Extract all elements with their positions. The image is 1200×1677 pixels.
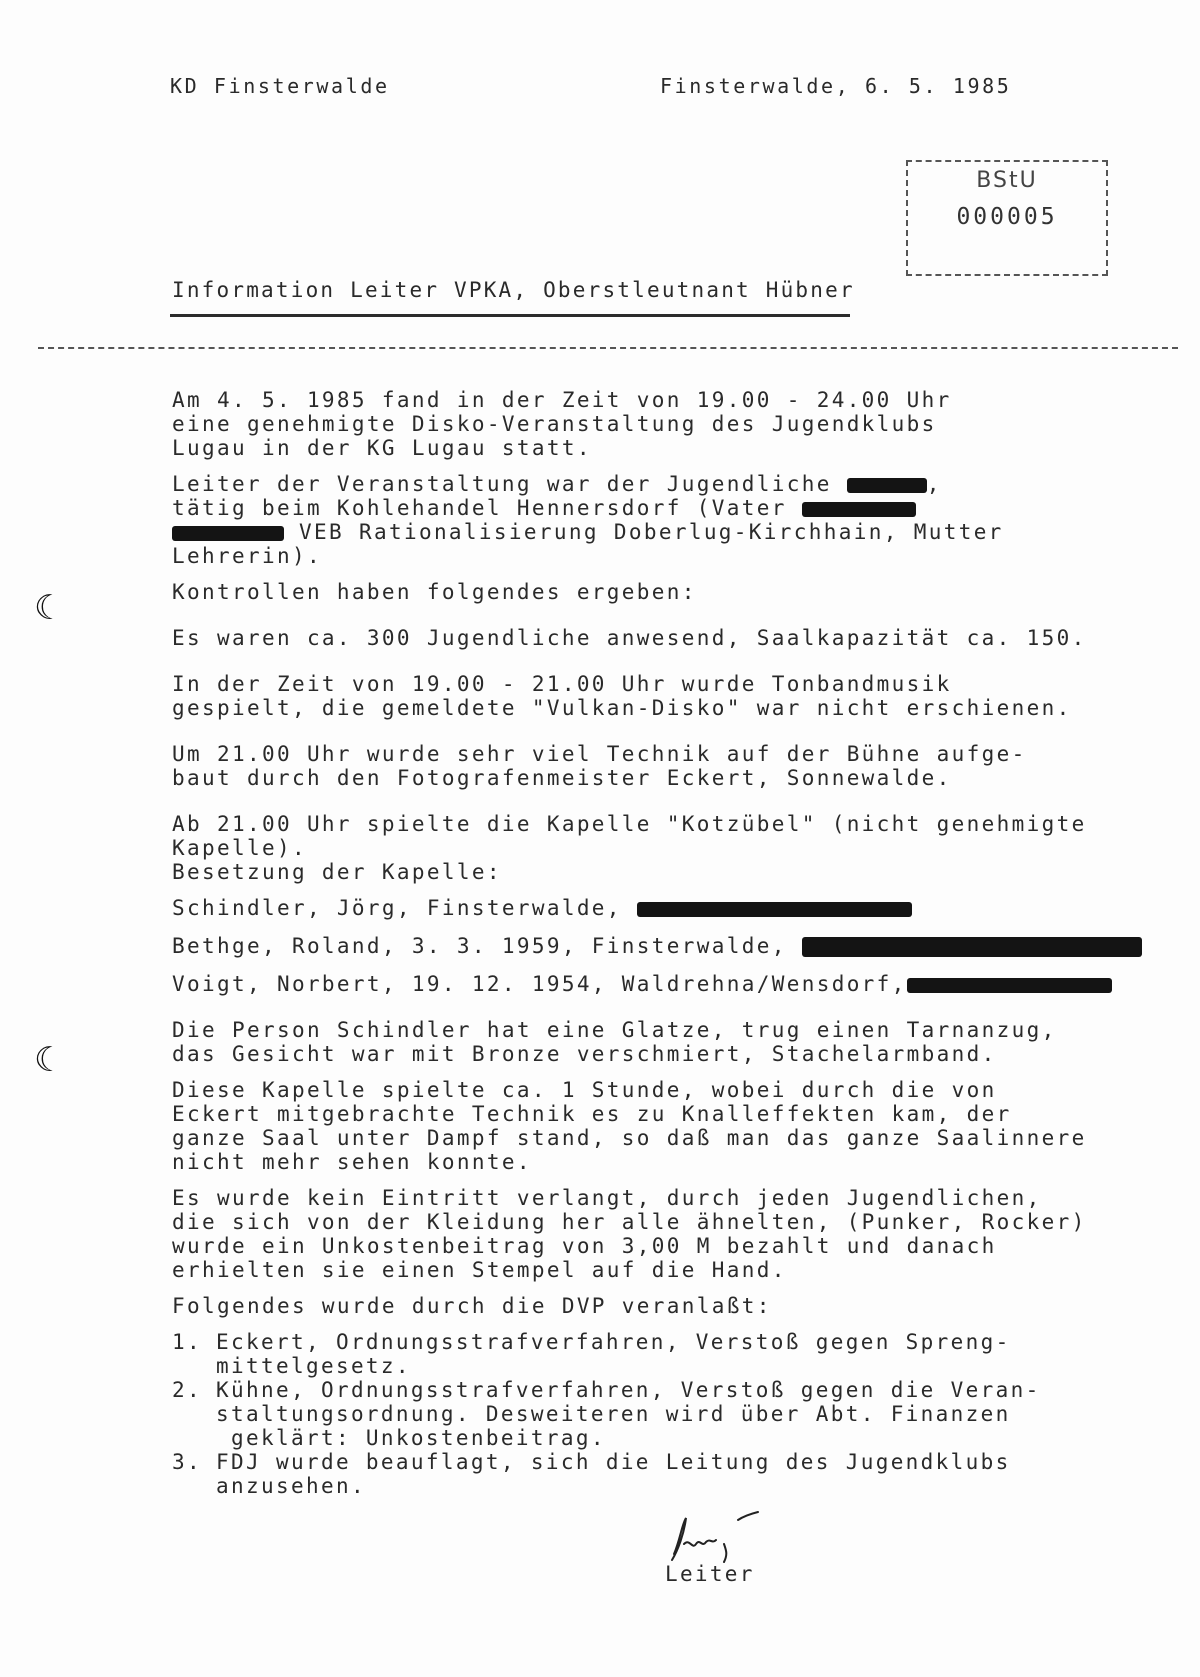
list-item [172, 1450, 1092, 1474]
punch-hole-mark: ☾ [34, 588, 65, 628]
list-item [172, 1378, 1092, 1402]
text-segment: staltungsordnung. Desweiteren wird über Abt. Finanzen [216, 1402, 1011, 1426]
text-segment: Kühne, Ordnungsstrafverfahren, Verstoß gegen die Veran- [216, 1378, 1041, 1402]
list-number: 3. [172, 1450, 202, 1474]
paragraph-technique [172, 742, 1092, 790]
paragraph-admission [172, 1186, 1092, 1282]
text-line: Kapelle). [172, 836, 307, 860]
text-line: Lugau in der KG Lugau statt. [172, 436, 592, 460]
stamp-label: BStU [976, 168, 1038, 193]
redaction-bar [637, 902, 912, 917]
measures-list [172, 1330, 1092, 1498]
paragraph-event [172, 388, 1092, 460]
band-member [172, 934, 1092, 958]
text-line: Um 21.00 Uhr wurde sehr viel Technik auf der Bühne aufge- [172, 742, 1027, 766]
redaction-bar [802, 502, 916, 517]
list-item-continuation [172, 1354, 1092, 1378]
text-segment: Bethge, Roland, 3. 3. 1959, Finsterwalde, [172, 934, 787, 958]
text-segment: Voigt, Norbert, 19. 12. 1954, Waldrehna/Wensdorf, [172, 972, 907, 996]
text-line: die sich von der Kleidung her alle ähnelten, (Punker, Rocker) [172, 1210, 1087, 1234]
list-item-continuation [172, 1474, 1092, 1498]
text-segment: VEB Rationalisierung Doberlug-Kirchhain, Mutter [299, 520, 1004, 544]
text-line [172, 496, 1092, 520]
text-line: eine genehmigte Disko-Veranstaltung des Jugendklubs [172, 412, 937, 436]
text-segment: geklärt: Unkostenbeitrag. [216, 1426, 606, 1450]
text-segment: tätig beim Kohlehandel Hennersdorf (Vater [172, 496, 787, 520]
paragraph-measures-intro [172, 1294, 1092, 1318]
separator-line [38, 347, 1178, 349]
text-line: das Gesicht war mit Bronze verschmiert, Stachelarmband. [172, 1042, 997, 1066]
paragraph-performance [172, 1078, 1092, 1174]
text-line: Die Person Schindler hat eine Glatze, trug einen Tarnanzug, [172, 1018, 1057, 1042]
text-line: Diese Kapelle spielte ca. 1 Stunde, wobei durch die von [172, 1078, 997, 1102]
punch-hole-mark: ☾ [34, 1040, 65, 1080]
paragraph-organizer [172, 472, 1092, 568]
signature-title: Leiter [665, 1562, 755, 1586]
paragraph-band [172, 812, 1092, 884]
subject-line: Information Leiter VPKA, Oberstleutnant Hübner [172, 278, 855, 302]
stamp-number: 000005 [956, 204, 1058, 230]
text-segment: Leiter der Veranstaltung war der Jugendliche [172, 472, 832, 496]
subject-underline [170, 314, 850, 317]
band-member [172, 972, 1092, 996]
place-and-date: Finsterwalde, 6. 5. 1985 [660, 74, 1012, 98]
text-line: Eckert mitgebrachte Technik es zu Knalleffekten kam, der [172, 1102, 1012, 1126]
list-item [172, 1330, 1092, 1354]
text-segment: anzusehen. [216, 1474, 366, 1498]
text-line: gespielt, die gemeldete "Vulkan-Disko" war nicht erschienen. [172, 696, 1072, 720]
text-line: Folgendes wurde durch die DVP veranlaßt: [172, 1294, 772, 1318]
redaction-bar [172, 526, 284, 541]
text-line: wurde ein Unkostenbeitrag von 3,00 M bezahlt und danach [172, 1234, 997, 1258]
text-line: In der Zeit von 19.00 - 21.00 Uhr wurde Tonbandmusik [172, 672, 952, 696]
text-line: Es wurde kein Eintritt verlangt, durch jeden Jugendlichen, [172, 1186, 1042, 1210]
archive-stamp [906, 160, 1108, 276]
list-item-continuation [172, 1426, 1092, 1450]
issuing-office: KD Finsterwalde [170, 74, 390, 98]
text-line: Kontrollen haben folgendes ergeben: [172, 580, 697, 604]
text-segment: mittelgesetz. [216, 1354, 411, 1378]
text-line: erhielten sie einen Stempel auf die Hand. [172, 1258, 787, 1282]
text-line [172, 520, 1092, 544]
text-line: Ab 21.00 Uhr spielte die Kapelle "Kotzübel" (nicht genehmigte [172, 812, 1087, 836]
text-segment: Eckert, Ordnungsstrafverfahren, Verstoß gegen Spreng- [216, 1330, 1011, 1354]
list-number: 2. [172, 1378, 202, 1402]
redaction-bar [802, 937, 1142, 957]
list-item-continuation [172, 1402, 1092, 1426]
redaction-bar [847, 478, 927, 493]
band-member [172, 896, 1092, 920]
text-line: Leiter der Veranstaltung war der Jugendliche , [172, 472, 942, 496]
text-line: nicht mehr sehen konnte. [172, 1150, 532, 1174]
text-line: Es waren ca. 300 Jugendliche anwesend, Saalkapazität ca. 150. [172, 626, 1087, 650]
letter-body [172, 388, 1092, 1498]
handwritten-signature [666, 1510, 776, 1566]
paragraph-controls [172, 580, 1092, 604]
text-line: Besetzung der Kapelle: [172, 860, 502, 884]
text-segment: Schindler, Jörg, Finsterwalde, [172, 896, 622, 920]
redaction-bar [907, 978, 1112, 993]
list-number: 1. [172, 1330, 202, 1354]
text-segment: FDJ wurde beauflagt, sich die Leitung des Jugendklubs [216, 1450, 1011, 1474]
paragraph-appearance [172, 1018, 1092, 1066]
text-line: Am 4. 5. 1985 fand in der Zeit von 19.00 - 24.00 Uhr [172, 388, 952, 412]
paragraph-music [172, 672, 1092, 720]
band-members [172, 896, 1092, 996]
text-line: ganze Saal unter Dampf stand, so daß man das ganze Saalinnere [172, 1126, 1087, 1150]
text-line: baut durch den Fotografenmeister Eckert, Sonnewalde. [172, 766, 952, 790]
paragraph-attendance [172, 626, 1092, 650]
text-line: Lehrerin). [172, 544, 322, 568]
